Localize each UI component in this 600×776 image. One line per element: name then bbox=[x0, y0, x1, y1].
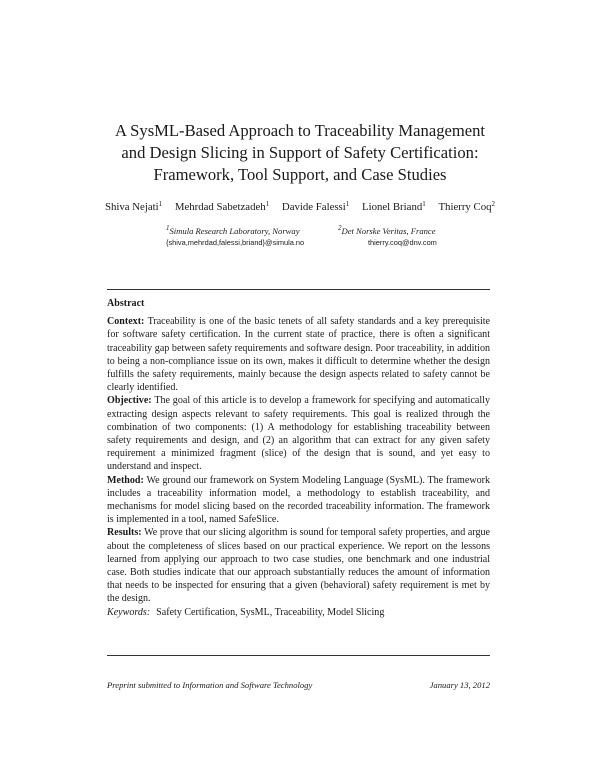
author-affiliation-mark: 1 bbox=[345, 200, 350, 208]
footer-preprint-note: Preprint submitted to Information and Software Technology bbox=[107, 680, 313, 690]
context-text: Traceability is one of the basic tenets of all safety standards and a key prerequisite for software safety certification. In the current state of practice, there is often a significant traceability gap between safety requirements and software design. Poor traceability, in addition to being a non-compliance issue on its own, makes it difficult to determine whether the design fulfills the safety requirements, mainly because the design aspects related to safety cannot be clearly identified. bbox=[107, 316, 490, 394]
author bbox=[362, 200, 426, 213]
affiliation-name: Det Norske Veritas, France bbox=[341, 226, 436, 236]
author-name: Davide Falessi bbox=[281, 201, 346, 213]
abstract-heading: Abstract bbox=[107, 298, 145, 309]
author-affiliation-mark: 2 bbox=[491, 200, 496, 208]
author bbox=[282, 200, 349, 213]
abstract-results bbox=[107, 526, 490, 605]
author bbox=[105, 200, 162, 213]
affiliation-mark: 2 bbox=[338, 224, 342, 232]
title-line-2: and Design Slicing in Support of Safety Certification: bbox=[121, 143, 479, 162]
abstract-block bbox=[107, 297, 490, 619]
author-affiliation-mark: 1 bbox=[158, 200, 163, 208]
author-name: Shiva Nejati bbox=[104, 201, 159, 213]
objective-label: Objective: bbox=[107, 395, 152, 407]
footer-date: January 13, 2012 bbox=[429, 680, 490, 690]
author-name: Lionel Briand bbox=[361, 201, 423, 213]
method-text: We ground our framework on System Modeling Language (SysML). The framework includes a traceability information model, a methodology to establish traceability, and mechanisms for model slicing based on the recorded traceability information. The framework is implemented in a tool, named SafeSlice. bbox=[107, 474, 490, 526]
author-name: Thierry Coq bbox=[438, 201, 492, 213]
keywords-text: Safety Certification, SysML, Traceability, Model Slicing bbox=[156, 606, 385, 618]
abstract-method bbox=[107, 474, 490, 527]
context-label: Context: bbox=[107, 316, 145, 328]
results-text: We prove that our slicing algorithm is sound for temporal safety properties, and argue about the completeness of slices based on our practical experience. We report on the lessons learned from applying our approach to two case studies, one benchmark and one industrial case. Both studies indicate that our approach substantially reduces the amount of information that needs to be inspected for ensuring that a given (behavioral) safety requirement is met by the design. bbox=[107, 527, 490, 605]
title-line-1: A SysML-Based Approach to Traceability Management bbox=[114, 121, 486, 140]
author-affiliation-mark: 1 bbox=[422, 200, 426, 208]
objective-text: The goal of this article is to develop a framework for specifying and automatically extracting design aspects relevant to safety requirements. This goal is realized through the combination of two components: (1) A methodology for establishing traceability between safety requirements and design, and (2) an algorithm that can extract for any given safety requirement a minimized fragment (slice) of the design that is sound, and yet easy to understand and inspect. bbox=[107, 395, 490, 473]
abstract-objective bbox=[107, 394, 490, 473]
paper-title bbox=[60, 120, 540, 186]
affiliation-dnv bbox=[338, 222, 437, 249]
affiliation-simula bbox=[166, 222, 304, 249]
results-label: Results: bbox=[107, 527, 142, 539]
author-affiliation-mark: 1 bbox=[265, 200, 270, 208]
abstract-top-rule bbox=[107, 289, 490, 290]
affiliation-email: thierry.coq@dnv.com bbox=[368, 238, 437, 247]
affiliation-mark: 1 bbox=[166, 224, 170, 232]
abstract-bottom-rule bbox=[107, 655, 490, 656]
author-name: Mehrdad Sabetzadeh bbox=[174, 201, 266, 213]
title-line-3: Framework, Tool Support, and Case Studies bbox=[153, 165, 447, 184]
page-footer bbox=[107, 680, 490, 690]
keywords-line bbox=[107, 606, 490, 619]
affiliation-email: {shiva,mehrdad,falessi,briand}@simula.no bbox=[166, 238, 305, 247]
author bbox=[175, 200, 269, 213]
abstract-context bbox=[107, 315, 490, 394]
author bbox=[438, 200, 495, 213]
author-list bbox=[40, 200, 560, 213]
method-label: Method: bbox=[107, 474, 144, 486]
affiliation-name: Simula Research Laboratory, Norway bbox=[169, 226, 300, 236]
keywords-label: Keywords: bbox=[107, 606, 151, 618]
